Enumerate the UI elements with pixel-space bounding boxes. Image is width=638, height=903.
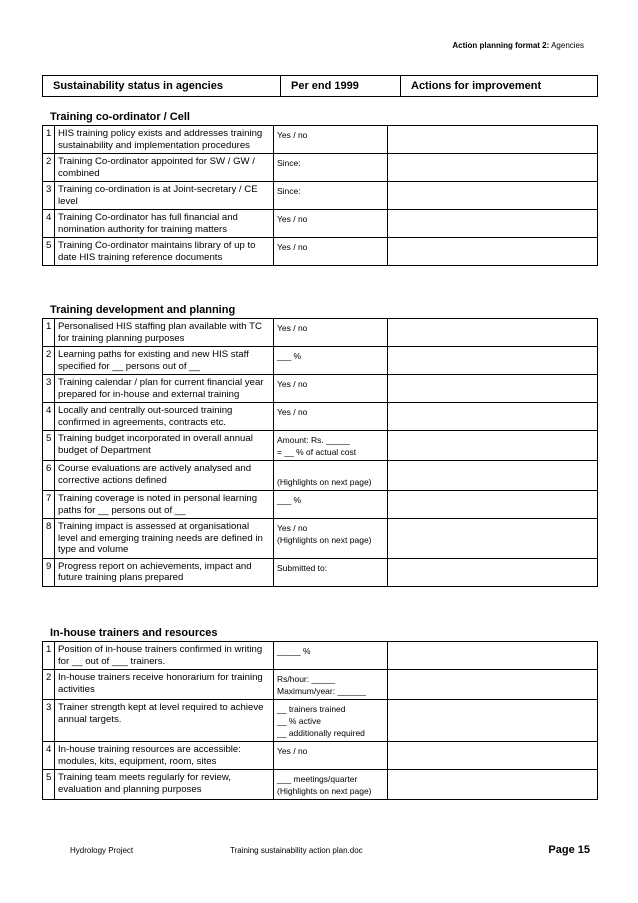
table-row	[43, 319, 598, 347]
table-row	[43, 403, 598, 431]
status-line: ___ %	[277, 351, 302, 361]
table-row	[43, 670, 598, 700]
table-row	[43, 238, 598, 266]
checklist-item-text: Progress report on achievements, impact and future training plans prepared	[55, 558, 274, 586]
checklist-item-text: Training coverage is noted in personal learning paths for __ persons out of __	[55, 491, 274, 519]
row-number: 1	[43, 319, 55, 347]
action-cell[interactable]	[388, 558, 598, 586]
status-line: Yes / no	[277, 214, 308, 224]
checklist-item-text: Training budget incorporated in overall annual budget of Department	[55, 431, 274, 461]
checklist-item-text: Position of in-house trainers confirmed in writing for __ out of ___ trainers.	[55, 642, 274, 670]
action-cell[interactable]	[388, 491, 598, 519]
status-cell[interactable]	[274, 403, 388, 431]
status-cell[interactable]	[274, 558, 388, 586]
section-training-development	[46, 303, 598, 587]
status-cell[interactable]	[274, 700, 388, 742]
action-cell[interactable]	[388, 375, 598, 403]
status-line: Yes / no	[277, 130, 308, 140]
section-inhouse-trainers	[46, 626, 598, 800]
status-line: Yes / no	[277, 746, 308, 756]
action-cell[interactable]	[388, 154, 598, 182]
checklist-item-text: In-house trainers receive honorarium for training activities	[55, 670, 274, 700]
table-row	[43, 210, 598, 238]
status-line: Amount: Rs. _____	[277, 435, 350, 445]
row-number: 9	[43, 558, 55, 586]
status-line: _____ %	[277, 646, 311, 656]
checklist-item-text: Training team meets regularly for review, evaluation and planning purposes	[55, 770, 274, 800]
status-cell[interactable]	[274, 126, 388, 154]
row-number: 8	[43, 519, 55, 559]
row-number: 5	[43, 238, 55, 266]
table-row	[43, 558, 598, 586]
action-cell[interactable]	[388, 238, 598, 266]
status-line: __ % active	[277, 716, 321, 726]
checklist-item-text: Training Co-ordinator has full financial and nomination authority for training matters	[55, 210, 274, 238]
status-line: Rs/hour: _____	[277, 674, 336, 684]
checklist-item-text: Personalised HIS staffing plan available with TC for training planning purposes	[55, 319, 274, 347]
action-cell[interactable]	[388, 431, 598, 461]
table-row	[43, 519, 598, 559]
checklist-item-text: In-house training resources are accessible: modules, kits, equipment, room, sites	[55, 742, 274, 770]
checklist-item-text: Training Co-ordinator appointed for SW / GW / combined	[55, 154, 274, 182]
row-number: 3	[43, 375, 55, 403]
action-cell[interactable]	[388, 126, 598, 154]
action-cell[interactable]	[388, 770, 598, 800]
row-number: 4	[43, 742, 55, 770]
checklist-item-text: HIS training policy exists and addresses training sustainability and implementation procedures	[55, 126, 274, 154]
action-cell[interactable]	[388, 319, 598, 347]
table-row	[43, 182, 598, 210]
checklist-item-text: Training calendar / plan for current financial year prepared for in-house and external training	[55, 375, 274, 403]
footer-filename: Training sustainability action plan.doc	[230, 846, 363, 855]
status-line	[277, 464, 384, 476]
row-number: 4	[43, 403, 55, 431]
table-row	[43, 347, 598, 375]
status-cell[interactable]	[274, 182, 388, 210]
checklist-item-text: Course evaluations are actively analysed and corrective actions defined	[55, 461, 274, 491]
table-row	[43, 642, 598, 670]
status-cell[interactable]	[274, 347, 388, 375]
status-line: (Highlights on next page)	[277, 477, 372, 487]
section-title: Training co-ordinator / Cell	[50, 111, 190, 123]
status-cell[interactable]	[274, 461, 388, 491]
table-row	[43, 461, 598, 491]
row-number: 4	[43, 210, 55, 238]
header-rest: Agencies	[549, 41, 584, 50]
table-row	[43, 700, 598, 742]
action-cell[interactable]	[388, 347, 598, 375]
status-cell[interactable]	[274, 770, 388, 800]
action-cell[interactable]	[388, 210, 598, 238]
checklist-table	[42, 641, 598, 800]
row-number: 2	[43, 670, 55, 700]
table-row	[43, 770, 598, 800]
row-number: 5	[43, 431, 55, 461]
status-line: __ additionally required	[277, 728, 365, 738]
row-number: 5	[43, 770, 55, 800]
checklist-table	[42, 318, 598, 587]
status-line: ___ %	[277, 495, 302, 505]
row-number: 2	[43, 347, 55, 375]
page-header	[452, 41, 584, 50]
footer-project: Hydrology Project	[70, 846, 134, 855]
table-row	[43, 431, 598, 461]
status-line: Yes / no	[277, 379, 308, 389]
status-cell[interactable]	[274, 319, 388, 347]
checklist-item-text: Trainer strength kept at level required to achieve annual targets.	[55, 700, 274, 742]
status-cell[interactable]	[274, 670, 388, 700]
status-line: ___ meetings/quarter	[277, 774, 358, 784]
checklist-item-text: Training Co-ordinator maintains library of up to date HIS training reference documents	[55, 238, 274, 266]
checklist-item-text: Locally and centrally out-sourced training confirmed in agreements, contracts etc.	[55, 403, 274, 431]
status-cell[interactable]	[274, 375, 388, 403]
action-cell[interactable]	[388, 670, 598, 700]
section-training-coordinator	[46, 110, 598, 266]
column-header-actions: Actions for improvement	[411, 80, 542, 92]
row-number: 2	[43, 154, 55, 182]
row-number: 3	[43, 182, 55, 210]
status-cell[interactable]	[274, 431, 388, 461]
section-title: In-house trainers and resources	[50, 627, 218, 639]
action-cell[interactable]	[388, 461, 598, 491]
action-cell[interactable]	[388, 642, 598, 670]
status-line: Submitted to:	[277, 562, 328, 573]
status-cell[interactable]	[274, 642, 388, 670]
action-cell[interactable]	[388, 403, 598, 431]
checklist-item-text: Training impact is assessed at organisational level and emerging training needs are defined in type and volume	[55, 519, 274, 559]
status-cell[interactable]	[274, 210, 388, 238]
checklist-item-text: Learning paths for existing and new HIS staff specified for __ persons out of __	[55, 347, 274, 375]
status-line: = __ % of actual cost	[277, 447, 357, 457]
section-title: Training development and planning	[50, 304, 236, 316]
status-line: Yes / no	[277, 323, 308, 333]
column-header-status: Sustainability status in agencies	[43, 76, 281, 96]
status-cell[interactable]	[274, 519, 388, 559]
table-row	[43, 126, 598, 154]
status-cell[interactable]	[274, 491, 388, 519]
status-line: Maximum/year: ______	[277, 686, 366, 696]
status-cell[interactable]	[274, 238, 388, 266]
column-header-period: Per end 1999	[281, 76, 401, 96]
table-row	[43, 154, 598, 182]
table-row	[43, 491, 598, 519]
header-bold: Action planning format 2:	[452, 41, 550, 50]
action-cell[interactable]	[388, 519, 598, 559]
status-line: (Highlights on next page)	[277, 786, 372, 796]
status-line: Yes / no	[277, 407, 308, 417]
status-cell[interactable]	[274, 154, 388, 182]
row-number: 1	[43, 642, 55, 670]
action-cell[interactable]	[388, 742, 598, 770]
action-cell[interactable]	[388, 182, 598, 210]
status-line: Yes / no	[277, 242, 308, 252]
row-number: 6	[43, 461, 55, 491]
row-number: 1	[43, 126, 55, 154]
table-row	[43, 375, 598, 403]
table-row	[43, 742, 598, 770]
column-header-row	[42, 75, 598, 97]
checklist-table	[42, 125, 598, 266]
checklist-item-text: Training co-ordination is at Joint-secretary / CE level	[55, 182, 274, 210]
status-cell[interactable]	[274, 742, 388, 770]
status-line: Since:	[277, 158, 301, 168]
action-cell[interactable]	[388, 700, 598, 742]
row-number: 3	[43, 700, 55, 742]
footer-page-number: Page 15	[548, 844, 590, 856]
status-line: __ trainers trained	[277, 704, 346, 714]
status-line: Since:	[277, 186, 301, 196]
status-line: Yes / no	[277, 523, 308, 533]
row-number: 7	[43, 491, 55, 519]
status-line: (Highlights on next page)	[277, 535, 372, 545]
